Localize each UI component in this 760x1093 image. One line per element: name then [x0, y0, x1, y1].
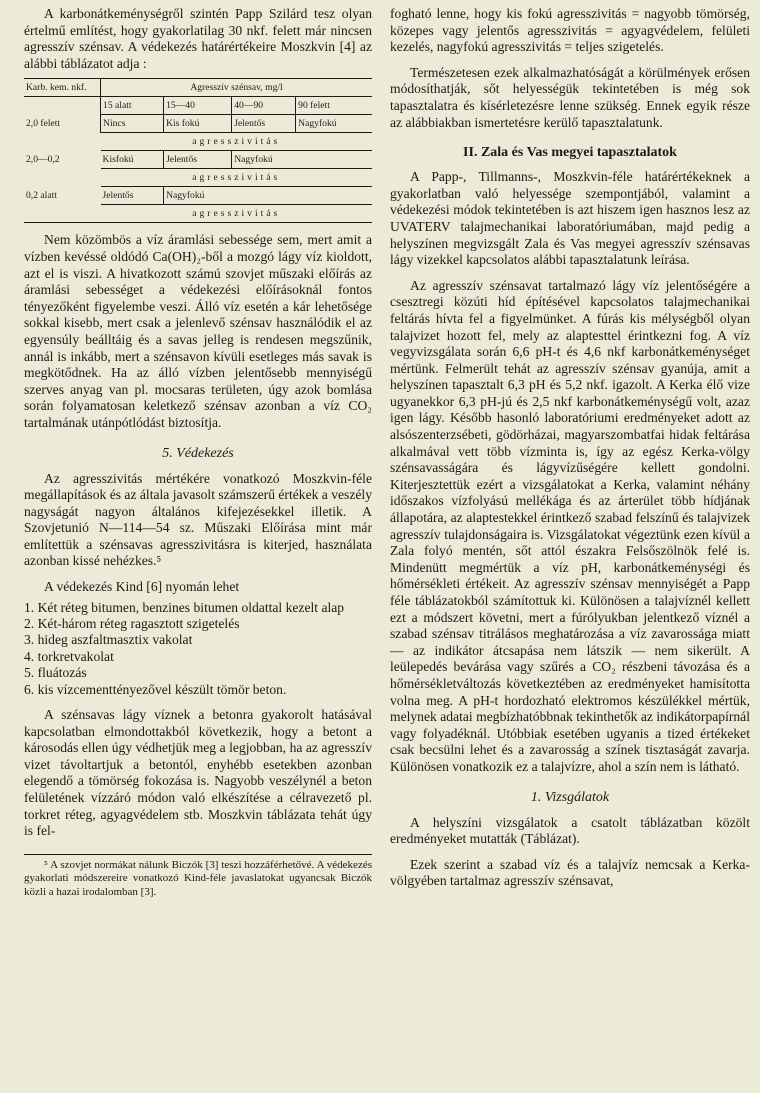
paragraph: Az agresszív szénsavat tartalmazó lágy víz jelentőségére a csesztregi közúti híd építésével kapcsolatos talajmechanikai feltárás hívta fel a figyelmünket. A fúrás kis mélységből olyan talajvizet hozott fel, mely az alaptesttel érintkezni fog. A víz vegyvizsgálata során 6,6 pH-t és 4,6 nkf karbonátkeménységet mértünk. Felmerült tehát az agresszív szénsav gyanúja, amit a helyszínen tapasztalt 6,3 pH és 5,2 nkf. igazolt. A Kerka élő vize ugyanekkor 6,3 pH-jú és 2,5 nkf karbonátkeménységű volt, azaz igen lágy. Később hasonló laboratóriumi eredményeket adott az alsószenterzsébeti, gödörházai, magyarszombatfai hidak feltárása alkalmával vett több vízminta is, így az egész Kerka-völgy szénsavasságára és lágyvízűségére kellett gondolni. Kiterjesztettük ezért a vizsgálatokat a Kerka, valamint néhány időszakos vízfolyású mellékága és az árterület több hídjának állapotára, az alaptestekkel érintkező szabad felszínű és talajvizek agresszív tulajdonságaira is. Vizsgálatokat végeztünk ezen kívül a Zala folyó mentén, sőt attól északra Felsőszölnök felé is. Mindenütt megmértük a víz pH, karbonátkeménységi és hőmérsékleti értékeit. Az agresszív szénsav mennyiségét a Papp féle táblázatokból számítottuk ki. Különösen a talajvíznél kellett ezt a módszert követni, mert a fúrólyukban jelentkező víznél a szabad szénsav titrálásos meghatározása a víz zavarossága miatt — az indikátor átcsapása nem látszik — nem sikerült. A leülepedés bevárása vagy szűrés a CO₂ részbeni távozása és a hőmérsékletváltozás következtében az eredményeket hamisította volna meg. A pH-t hordozható elektromos készülékkel mértük, melynek adatai megbízhatóbbnak tekinthetők az indikátorpapírnál vagy folyadéknál. Utóbbiak esetében ugyanis a tized értékeket csak becsülni lehet és a zavarosság a színek tisztaságát zavarja. Különösen vonatkozik ez a talajvízre, ahol a szín nem is látható.: [390, 277, 750, 774]
table-header-cell: Agresszív szénsav, mg/l: [101, 79, 372, 97]
table-row: [24, 115, 372, 133]
table-cell: Nagyfokú: [296, 115, 372, 133]
table-range-cell: 90 felett: [296, 97, 372, 115]
list-item: 3. hideg aszfaltmasztix vakolat: [24, 632, 193, 648]
list-item: 6. kis vízcementtényezővel készült tömör beton.: [24, 681, 287, 697]
table-range-cell: 15—40: [164, 97, 232, 115]
aggressivity-table: [24, 78, 372, 223]
list-item: 4. torkretvakolat: [24, 648, 114, 664]
subsection-heading: 1. Vizsgálatok: [530, 789, 610, 805]
list-item: 1. Két réteg bitumen, benzines bitumen oldattal kezelt alap: [24, 599, 345, 615]
table-cell: Jelentős: [164, 151, 232, 169]
method-list: [24, 600, 372, 698]
table-row: [24, 133, 372, 151]
table-cell: Nagyfokú: [232, 151, 372, 169]
table-range-cell: 15 alatt: [101, 97, 164, 115]
table-cell: Nincs: [101, 115, 164, 133]
footnote-text: ⁵ A szovjet normákat nálunk Biczók [3] teszi hozzáférhetővé. A védekezés gyakorlati módszereire vonatkozó Kind-féle javaslatokat ugyancsak Biczók közli a hazai irodalomban [3].: [24, 858, 372, 898]
table-row: [24, 205, 372, 223]
section-heading: II. Zala és Vas megyei tapasztalatok: [463, 145, 677, 161]
table-cell: Nagyfokú: [164, 187, 372, 205]
table-row: [24, 187, 372, 205]
table-row-label: 2,0 felett: [26, 118, 61, 130]
table-cell: Jelentős: [232, 115, 296, 133]
list-item: 2. Két-három réteg ragasztott szigetelés: [24, 616, 240, 632]
right-column: [390, 6, 750, 890]
table-row-label: 0,2 alatt: [26, 190, 57, 202]
table-row: [24, 169, 372, 187]
table-row: [24, 97, 372, 115]
table-agr-label: agresszivitás: [101, 205, 372, 223]
section-heading: 5. Védekezés: [162, 445, 234, 461]
table-agr-label: agresszivitás: [101, 169, 372, 187]
table-cell: Kis fokú: [164, 115, 232, 133]
table-cell: Kisfokú: [101, 151, 164, 169]
left-column: [24, 6, 372, 899]
paragraph: A Papp-, Tillmanns-, Moszkvin-féle határértékeknek a gyakorlatban való helyessége szempontjából, valamint a védekezési módok tekintetében is azt hiszem igen hasznos lesz az UVATERV talajmechanikai laboratóriumában, majd pedig a helyszínen megvizsgált Zala és Vas megyei agresszív szénsavas lágy vizekkel kapcsolatos alábbi tapasztalatunk leírása.: [390, 169, 750, 268]
paragraph: Az agresszivitás mértékére vonatkozó Moszkvin-féle megállapítások és az általa javasolt számszerű értékek a veszély nagyságát nagyon általános kifejezésekkel illetik. A Szovjetunió N—114—54 sz. Műszaki Előírása mint már említettük a szénsavas agresszivitásra is kiterjed, használata azonban kissé nehézkes.⁵: [24, 470, 372, 569]
table-cell: Jelentős: [101, 187, 164, 205]
paragraph: Ezek szerint a szabad víz és a talajvíz nemcsak a Kerka-völgyében tartalmaz agresszív szénsavat,: [390, 856, 750, 889]
paragraph: fogható lenne, hogy kis fokú agresszivitás = nagyobb tömörség, közepes vagy jelentős agresszivitás = agyagvédelem, felületi kezelés, nagyfokú agresszivitás = teljes szigetelés.: [390, 6, 750, 55]
paragraph: A szénsavas lágy víznek a betonra gyakorolt hatásával kapcsolatban elmondottakból következik, hogy a betont a károsodás ellen úgy védhetjük meg a legjobban, ha az agresszív vizet távoltartjuk a betontól, enyhébb esetekben azonban elegendő a tömörség fokozása is. Nagyobb veszélynél a beton felületének vízzáró módon való elkészítése a célravezető pl. torkret réteg, agyagvédelem stb. Moszkvin táblázata tehát úgy is fel-: [24, 707, 372, 839]
paragraph: A védekezés Kind [6] nyomán lehet: [44, 579, 240, 595]
table-row: [24, 151, 372, 169]
table-range-cell: 40—90: [232, 97, 296, 115]
paragraph: A karbonátkeménységről szintén Papp Szilárd tesz olyan értelmű említést, hogy gyakorlatilag 30 nkf. felett már nincsen agresszív szénsav. A védekezés határértékeire Moszkvin [4] az alábbi táblázatot adja :: [24, 6, 372, 71]
table-header-cell: Karb. kem. nkf.: [24, 79, 101, 97]
table-row-label: 2,0—0,2: [26, 154, 60, 166]
paragraph: Nem közömbös a víz áramlási sebessége sem, mert amit a vízben kevéssé oldódó Ca(OH)₂-ből a mozgó lágy víz kioldott, azt el is viszi. A hivatkozott számú szovjet műszaki előírás az áramlási sebességet a védekezési előírásoknál fontos tényezőként figyelembe veszi. Álló víz esetén a kár lehetősége sokkal kisebb, mert csak a jelenlevő szénsav használódik el az egyensúly beálltáig és a savas jelleg is rendesen megszűnik, annál is inkább, mert a szénsavon kívüli esetleges más savak is megkötődnek. Ha az álló vízben jelentősebb mennyiségű szerves anyag van pl. mocsaras területen, úgy azok bomlása során folyamatosan keletkező szénsav azonban a víz CO₂ tartalmának utánpótlódást biztosítja.: [24, 232, 372, 430]
table-header-row: [24, 79, 372, 97]
footnote: [24, 854, 372, 899]
table-agr-label: agresszivitás: [101, 133, 372, 151]
paragraph: A helyszíni vizsgálatok a csatolt táblázatban közölt eredményeket mutatták (Táblázat).: [390, 814, 750, 847]
paragraph: Természetesen ezek alkalmazhatóságát a körülmények erősen módosíthatják, sőt helyességük tekintetében is még sok tapasztalatra és kísérletezésre lenne szükség. Ennek egyik része az alábbiakban ismertetésre kerülő tapasztalatunk.: [390, 64, 750, 130]
list-item: 5. fluátozás: [24, 665, 87, 681]
